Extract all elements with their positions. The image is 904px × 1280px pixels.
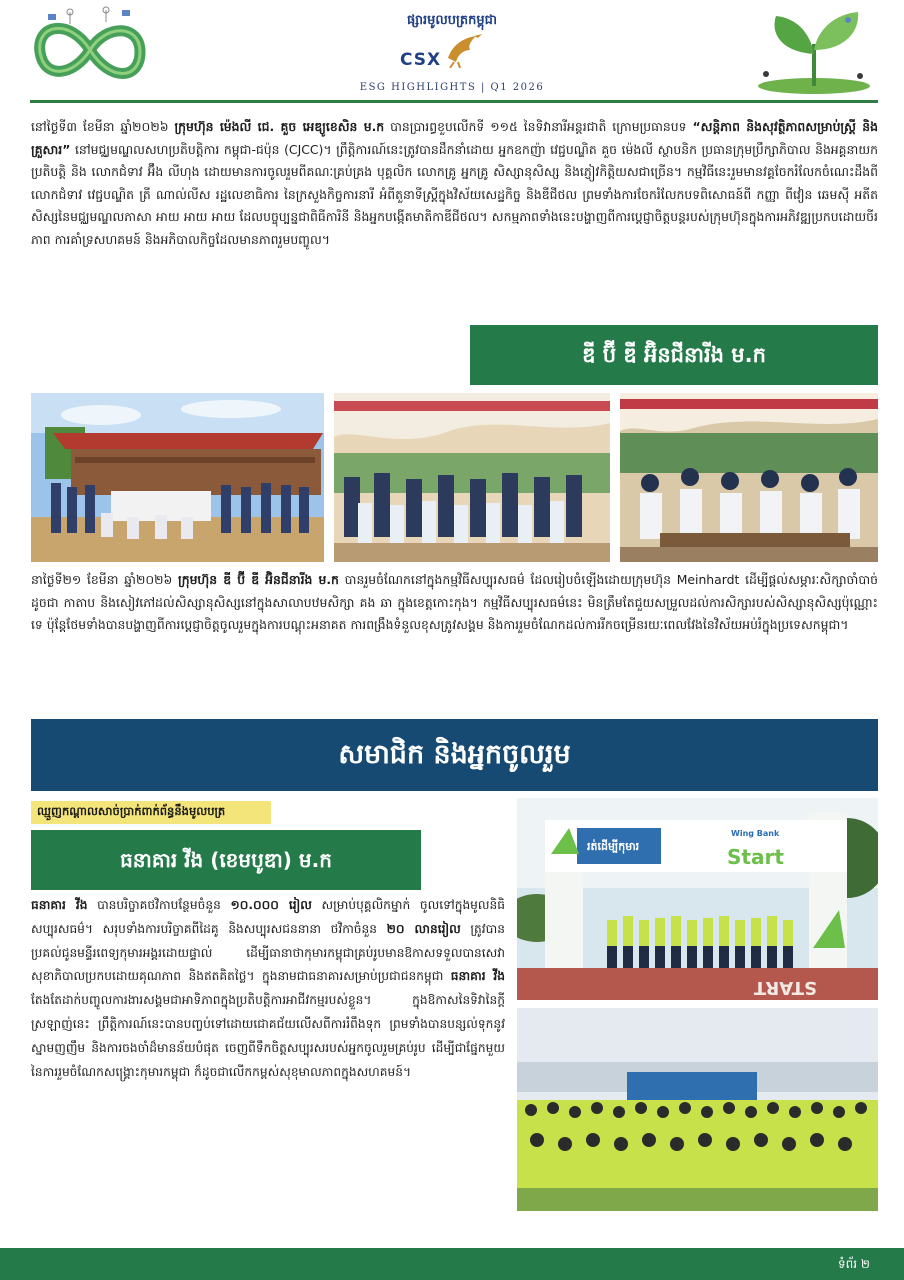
company-banner-dbd: ឌី ប៊ី ឌី អ៊ិនជីនារីង ម.ក	[470, 325, 878, 385]
article-text: បានបរិច្ចាគថវិកាបន្ថែមចំនួន	[87, 898, 231, 912]
photo-school-group	[31, 393, 324, 562]
page-number: ទំព័រ ២	[838, 1257, 870, 1271]
photo-charity-run-start	[517, 798, 878, 1000]
plant-globe-icon	[752, 4, 876, 96]
article-dbd-engineering	[31, 569, 878, 637]
report-subtitle: ESG HIGHLIGHTS | Q1 2026	[359, 82, 545, 93]
svg-text:រត់ដើម្បីកុមារ: រត់ដើម្បីកុមារ	[587, 840, 640, 853]
header-divider	[30, 100, 878, 103]
article-text: នាថ្ងៃទី២១ ខែមីនា ឆ្នាំ២០២៦	[31, 572, 179, 587]
csx-logo-text: CSX	[400, 50, 442, 70]
page-header	[0, 0, 904, 104]
event-theme: “សន្តិភាព និងសុវត្ថិភាពសម្រាប់ស្ត្រី និងគ្រួសារ”	[31, 119, 878, 157]
company-banner-wing: ធនាគារ វីង (ខេមបូឌា) ម.ក	[31, 830, 421, 890]
svg-text:Start: Start	[727, 845, 784, 869]
svg-text:START: START	[753, 977, 817, 998]
article-text: បានរួមចំណែកនៅក្នុងកម្មវិធីសប្បុរសធម៌ ដែលរៀបចំឡើងដោយក្រុមហ៊ុន Meinhardt ដើម្បីផ្តល់សម្ភារៈសិក្សាចាំបាច់ដូចជា កាតាប និងសៀវភៅដល់សិស្សានុសិស្សនៅក្នុងសាលាបឋមសិក្សា គង ឆា ក្នុងខេត្តកោះកុង។ កម្មវិធីសប្បុរសធម៌នេះ មិនត្រឹមតែជួយសម្រួលដល់ការសិក្សារបស់សិស្សានុសិស្សប៉ុណ្ណោះទេ ប៉ុន្តែថែមទាំងបានបង្ហាញពីការប្តេជ្ញាចិត្តចូលរួមក្នុងការបណ្តុះអនាគត ការពង្រឹងទំនួលខុសត្រូវសង្គម និងការរួមចំណែកដល់ការរីកចម្រើនរយៈពេលវែងនៃវិស័យអប់រំក្នុងប្រទេសកម្ពុជា។	[31, 572, 878, 633]
article-meng-ly	[31, 116, 878, 252]
company-name: ក្រុមហ៊ុន ឌី ប៊ី ឌី អ៊ិនជីនារីង ម.ក	[178, 572, 339, 587]
article-text: នៅថ្ងៃទី៣ ខែមីនា ឆ្នាំ២០២៦	[31, 119, 175, 134]
article-wing-bank	[31, 894, 505, 1084]
photo-students-classroom	[620, 393, 878, 562]
article-text: តែងតែដាក់បញ្ចូលការងារសង្គមជាអាទិភាពក្នុងប្រតិបត្តិការអាជីវកម្មរបស់ខ្លួន។ ក្នុងឱកាសនៃទិវានៃក្តីស្រឡាញ់នេះ ព្រឹត្តិការណ៍នេះបានបញ្ចប់ទៅដោយជោគជ័យលើសពីការរំពឹងទុក ព្រមទាំងបានបន្សល់ទុកនូវស្នាមញញឹម និងការចងចាំដ៏មានន័យបំផុត ចេញពីទឹកចិត្តសប្បុរសរបស់អ្នកចូលរួមគ្រប់រូប ដើម្បីជាផ្នែកមួយនៃការរួមចំណែកសង្គ្រោះកុមារកម្ពុជា ក៏ដូចជាលើកកម្ពស់សុខុមាលភាពក្នុងសហគមន៍។	[31, 993, 505, 1079]
category-tag: ឈ្មួញកណ្តាលសាច់ប្រាក់ពាក់ព័ន្ធនឹងមូលបត្រ	[31, 801, 271, 824]
company-name: ធនាគារ វីង	[31, 898, 88, 912]
photo-donation-crowd	[334, 393, 610, 562]
company-name: ធនាគារ វីង	[450, 969, 505, 984]
total-amount: ២០ លានរៀល	[386, 921, 461, 936]
company-name: ក្រុមហ៊ុន ម៉េងលី ជេ. គួច អេឌ្យូខេសិន ម.ក	[174, 119, 385, 134]
article-text: សម្រាប់បុគ្គលិកម្នាក់ ចូលទៅក្នុងមូលនិធិសប្បុរសធម៌។ សរុបទាំងការបរិច្ចាគពីដៃគូ និងសប្បុរសជននានា ថវិកាចំនួន	[31, 898, 505, 936]
photo-charity-run-group	[517, 1008, 878, 1211]
article-text: នៅមជ្ឈមណ្ឌលសហប្រតិបត្តិការ កម្ពុជា-ជប៉ុន (CJCC)។ ព្រឹត្តិការណ៍នេះត្រូវបានដឹកនាំដោយ អ្នកឧកញ៉ា វេជ្ជបណ្ឌិត គួច ម៉េងលី ស្ថាបនិក ប្រធានក្រុមប្រឹក្សាភិបាល និងអគ្គនាយកប្រតិបត្តិ និង លោកជំទាវ អ៊ឹង លីហុង ដោយមានការចូលរួមពីគណៈគ្រប់គ្រង បុគ្គលិក លោកគ្រូ អ្នកគ្រូ សិស្សានុសិស្ស និងភ្ញៀវកិត្តិយសជាច្រើន។ កម្មវិធីនេះរួមមានវគ្គចែករំលែកចំណេះដឹងពី លោកជំទាវ វេជ្ជបណ្ឌិត ត្រី ណាល់លីស រដ្ឋលេខាធិការ នៃក្រសួងកិច្ចការនារី អំពីតួនាទីស្ត្រីក្នុងវិស័យសេដ្ឋកិច្ច និងឌីជីថល ព្រមទាំងការចែករំលែកបទពិសោធន៍ពី កញ្ញា ពីវៀន ឆេមស៊ី អតីតសិស្សនៃមជ្ឈមណ្ឌលភាសា អាយ អាយ អាយ ដែលបច្ចុប្បន្នជាពិធីការិនី និងអ្នកបង្កើតមាតិកាឌីជីថល។ សកម្មភាពទាំងនេះបង្ហាញពីការប្តេជ្ញាចិត្តបន្តរបស់ក្រុមហ៊ុនក្នុងការអភិវឌ្ឍប្រកបដោយចីរភាព ការគាំទ្រសហគមន៍ និងអភិបាលកិច្ចដែលមានភាពរួមបញ្ចូល។	[31, 141, 878, 247]
page-footer	[0, 1248, 904, 1280]
donation-amount: ១០.០០០ រៀល	[230, 898, 312, 912]
section-banner-members: សមាជិក និងអ្នកចូលរួម	[31, 719, 878, 791]
svg-text:Wing Bank: Wing Bank	[731, 829, 780, 838]
article-text: បានប្រារព្ធខួបលើកទី ១១៥ នៃទិវានារីអន្តរជាតិ ក្រោមប្រធានបទ	[384, 119, 693, 134]
article-text: ត្រូវបានប្រគល់ជូនមន្ទីរពេទ្យកុមារអង្គរដោយផ្ទាល់ ដើម្បីធានាថាកុមារកម្ពុជាគ្រប់រូបមានឱកាសទទួលបានសេវាសុខាភិបាលប្រកបដោយគុណភាព និងឥតគិតថ្លៃ។ ក្នុងនាមជាធនាគារសម្រាប់ប្រជាជនកម្ពុជា	[31, 921, 505, 984]
exchange-name-khmer: ផ្សារមូលបត្រកម្ពុជា	[406, 13, 498, 28]
